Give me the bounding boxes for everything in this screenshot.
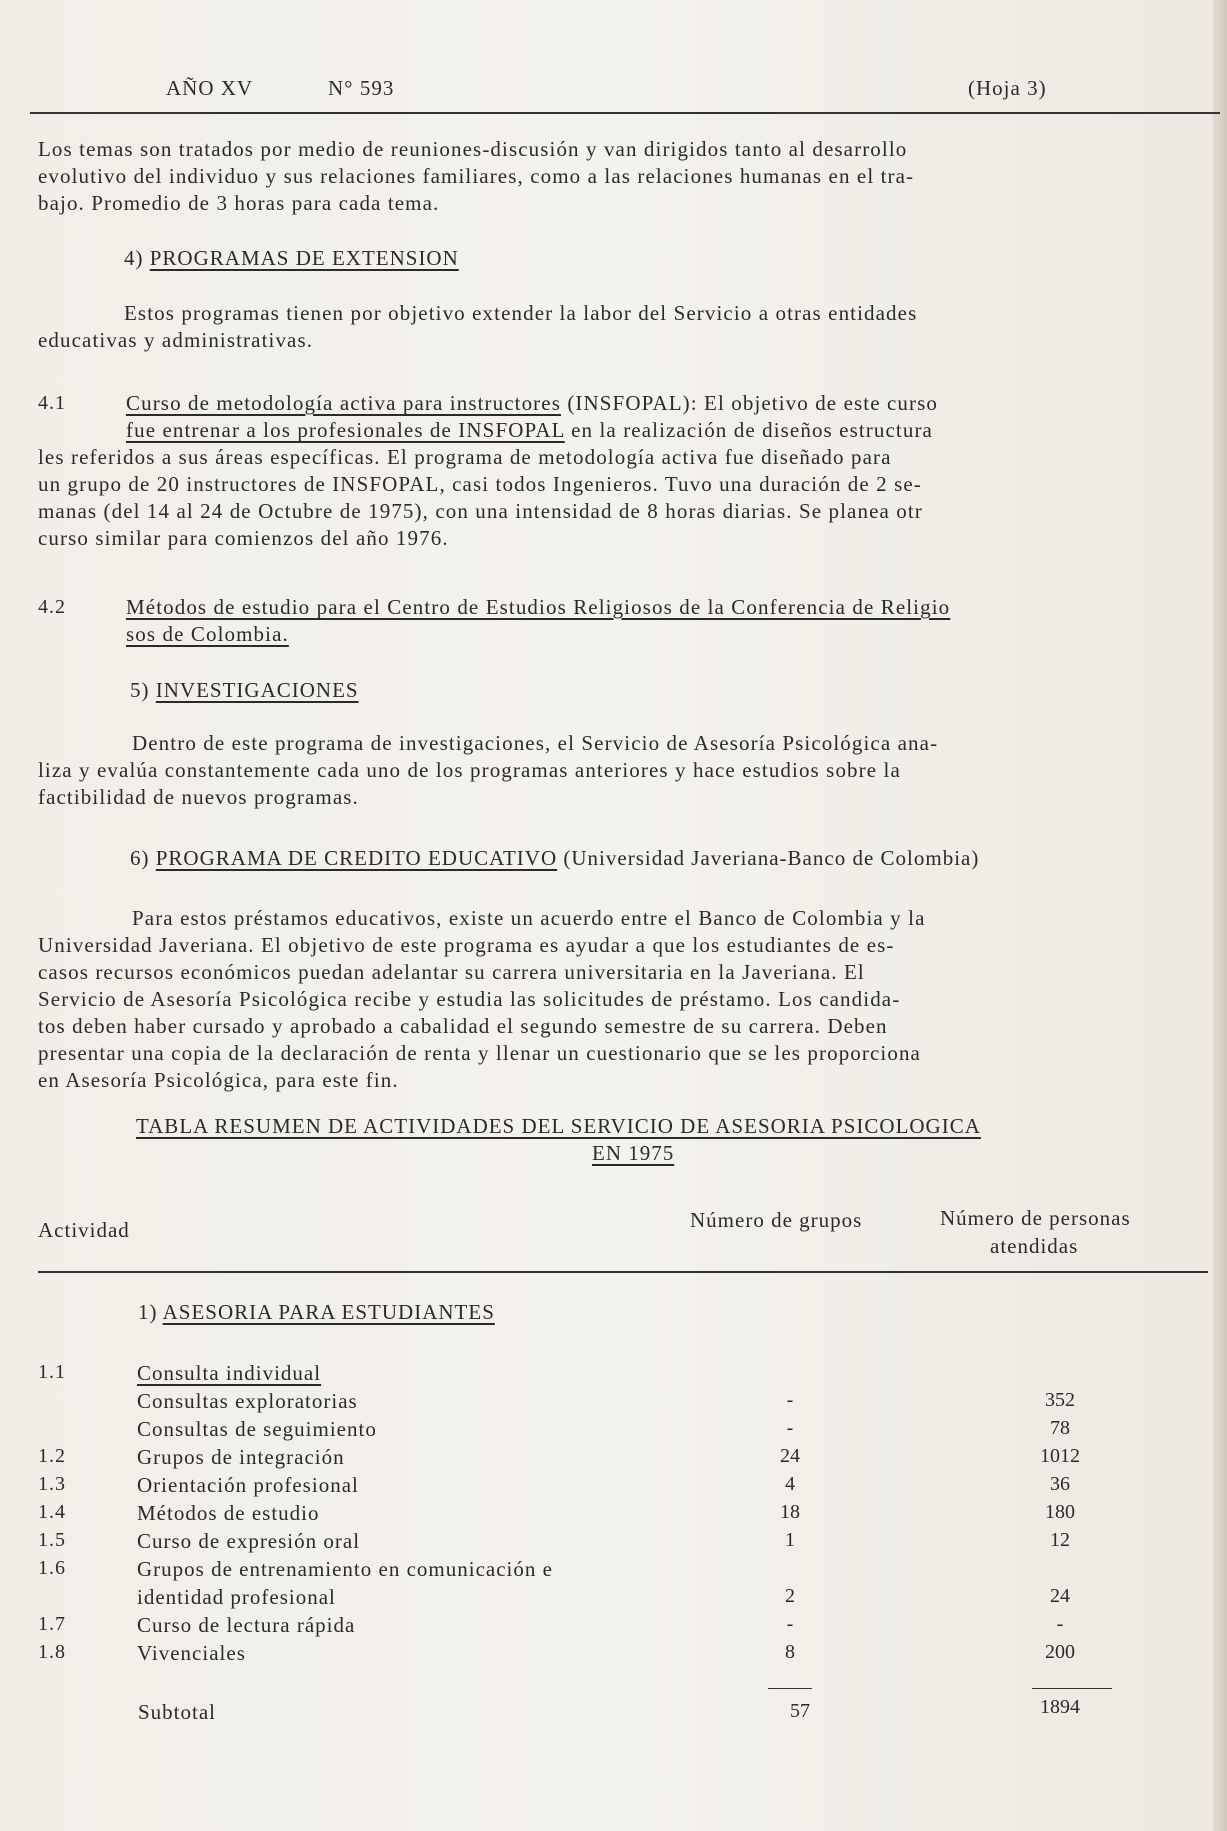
row-groups: 4 (785, 1473, 795, 1495)
row-groups: - (786, 1613, 794, 1635)
row-people: 180 (1045, 1501, 1075, 1523)
text-line: Estos programas tienen por objetivo extender la labor del Servicio a otras entidades (124, 301, 918, 325)
row-activity: Curso de expresión oral (137, 1529, 361, 1553)
section6-title: PROGRAMA DE CREDITO EDUCATIVO (155, 846, 558, 870)
section6-heading (130, 846, 979, 871)
table-row (0, 1473, 1227, 1501)
col-people-line2: atendidas (990, 1234, 1079, 1258)
text-line: liza y evalúa constantemente cada uno de los programas anteriores y hace estudios sobre la (38, 758, 901, 782)
table-row (0, 1529, 1227, 1557)
item-4-1-rest: (INSFOPAL): El objetivo de este curso (567, 391, 938, 415)
row-groups: 24 (780, 1445, 800, 1467)
row-groups: - (786, 1389, 794, 1411)
row-activity: Consultas de seguimiento (137, 1417, 377, 1441)
item-4-1-title-cont: fue entrenar a los profesionales de INSFOPAL (126, 418, 565, 442)
row-activity: Grupos de integración (137, 1445, 345, 1469)
subtotal-row (0, 1696, 1227, 1728)
row-people: 36 (1050, 1473, 1070, 1495)
section4-number: 4) (124, 246, 144, 270)
text-line: bajo. Promedio de 3 horas para cada tema. (38, 191, 440, 215)
section6-paragraph (38, 905, 1216, 1094)
subtotal-people: 1894 (1040, 1696, 1080, 1718)
item-4-2-title: Métodos de estudio para el Centro de Estudios Religiosos de la Conferencia de Religio (126, 595, 951, 619)
row-index: 1.4 (38, 1501, 66, 1523)
section6-subtitle: (Universidad Javeriana-Banco de Colombia) (563, 846, 980, 870)
section4-title: PROGRAMAS DE EXTENSION (149, 246, 459, 270)
section6-number: 6) (130, 846, 150, 870)
table-row (0, 1389, 1227, 1417)
text-line: factibilidad de nuevos programas. (38, 785, 359, 809)
row-groups: 8 (785, 1641, 795, 1663)
item-4-1-rest2: en la realización de diseños estructura (571, 418, 933, 442)
text-line: tos deben haber cursado y aprobado a cabalidad el segundo semestre de su carrera. Deben (38, 1014, 888, 1038)
row-index: 1.2 (38, 1445, 66, 1467)
table-row (0, 1361, 1227, 1389)
row-groups: 1 (785, 1529, 795, 1551)
row-activity: Vivenciales (137, 1641, 246, 1665)
row-activity: identidad profesional (137, 1585, 336, 1609)
header-number: N° 593 (328, 76, 395, 100)
table-row (0, 1613, 1227, 1641)
intro-paragraph (38, 136, 1216, 217)
table-title-line1: TABLA RESUMEN DE ACTIVIDADES DEL SERVICIO DE ASESORIA PSICOLOGICA (136, 1114, 981, 1138)
text-line: Para estos préstamos educativos, existe un acuerdo entre el Banco de Colombia y la (132, 906, 926, 930)
text-line: Dentro de este programa de investigaciones, el Servicio de Asesoría Psicológica ana- (132, 731, 939, 755)
section5-number: 5) (130, 678, 150, 702)
subtotal-groups: 57 (790, 1700, 810, 1722)
text-line: presentar una copia de la declaración de renta y llenar un cuestionario que se les proporciona (38, 1041, 921, 1065)
table-section-number: 1) (138, 1300, 158, 1324)
groups-sum-rule (768, 1688, 812, 1689)
text-line: evolutivo del individuo y sus relaciones familiares, como a las relaciones humanas en el tra- (38, 164, 915, 188)
row-index: 1.8 (38, 1641, 66, 1663)
row-people: 1012 (1040, 1445, 1080, 1467)
row-index: 1.6 (38, 1557, 66, 1579)
row-people: 78 (1050, 1417, 1070, 1439)
row-activity: Consultas exploratorias (137, 1389, 358, 1413)
text-line: les referidos a sus áreas específicas. El programa de metodología activa fue diseñado para (38, 445, 892, 469)
row-people: - (1056, 1613, 1064, 1635)
text-line (38, 390, 1216, 417)
col-activity: Actividad (38, 1218, 130, 1242)
row-activity: Orientación profesional (137, 1473, 359, 1497)
people-sum-rule (1032, 1688, 1112, 1689)
row-activity: Grupos de entrenamiento en comunicación e (137, 1557, 553, 1581)
row-people: 24 (1050, 1585, 1070, 1607)
text-line: Los temas son tratados por medio de reuniones-discusión y van dirigidos tanto al desarrollo (38, 137, 908, 161)
table-row (0, 1501, 1227, 1529)
item-4-2-index: 4.2 (38, 596, 66, 618)
row-activity: Curso de lectura rápida (137, 1613, 356, 1637)
row-groups: - (786, 1417, 794, 1439)
item-4-2-paragraph (38, 594, 1216, 648)
text-line (38, 621, 1216, 648)
row-index: 1.1 (38, 1361, 66, 1383)
header-year: AÑO XV (166, 76, 254, 100)
text-line: casos recursos económicos puedan adelantar su carrera universitaria en la Javeriana. El (38, 960, 865, 984)
row-groups: 2 (785, 1585, 795, 1607)
section5-title: INVESTIGACIONES (155, 678, 359, 702)
table-row (0, 1557, 1227, 1585)
table-title (136, 1114, 981, 1139)
text-line: educativas y administrativas. (38, 328, 314, 352)
table-section-title: ASESORIA PARA ESTUDIANTES (162, 1300, 495, 1324)
text-line: un grupo de 20 instructores de INSFOPAL, casi todos Ingenieros. Tuvo una duración de 2 se- (38, 472, 922, 496)
row-activity: Consulta individual (137, 1361, 322, 1385)
text-line: Universidad Javeriana. El objetivo de este programa es ayudar a que los estudiantes de es- (38, 933, 895, 957)
subtotal-label: Subtotal (138, 1700, 217, 1724)
row-index: 1.5 (38, 1529, 66, 1551)
table-row (0, 1641, 1227, 1669)
table-header-rule (38, 1271, 1208, 1273)
row-people: 200 (1045, 1641, 1075, 1663)
header-sheet: (Hoja 3) (968, 76, 1047, 100)
table-row (0, 1417, 1227, 1445)
row-activity: Métodos de estudio (137, 1501, 320, 1525)
table-title-year (592, 1141, 674, 1166)
col-people-line1: Número de personas (940, 1206, 1131, 1230)
item-4-2-title-cont: sos de Colombia. (126, 622, 289, 646)
text-line: curso similar para comienzos del año 1976. (38, 526, 449, 550)
section5-heading (130, 678, 359, 703)
header-rule (30, 112, 1220, 114)
item-4-1-title: Curso de metodología activa para instructores (126, 391, 561, 415)
text-line (38, 594, 1216, 621)
text-line: en Asesoría Psicológica, para este fin. (38, 1068, 399, 1092)
row-index: 1.3 (38, 1473, 66, 1495)
text-line: manas (del 14 al 24 de Octubre de 1975), con una intensidad de 8 horas diarias. Se planea otr (38, 499, 923, 523)
table-row (0, 1445, 1227, 1473)
text-line: Servicio de Asesoría Psicológica recibe y estudia las solicitudes de préstamo. Los candida- (38, 987, 901, 1011)
row-people: 12 (1050, 1529, 1070, 1551)
item-4-1-paragraph (38, 390, 1216, 552)
table-title-line2: EN 1975 (592, 1141, 675, 1165)
col-groups: Número de grupos (690, 1208, 863, 1232)
section5-paragraph (38, 730, 1216, 811)
row-people: 352 (1045, 1389, 1075, 1411)
section4-heading (124, 246, 459, 271)
table-section-heading (138, 1300, 495, 1325)
section4-paragraph (38, 300, 1216, 354)
table-row (0, 1585, 1227, 1613)
text-line (38, 417, 1216, 444)
item-4-1-index: 4.1 (38, 392, 66, 414)
row-index: 1.7 (38, 1613, 66, 1635)
row-groups: 18 (780, 1501, 800, 1523)
